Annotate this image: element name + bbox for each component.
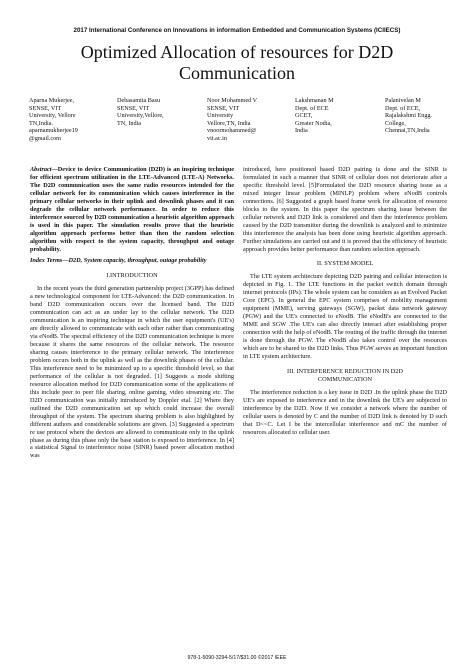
conference-header: 2017 International Conference on Innovations in information Embedded and Communication Systems (ICIIECS): [73, 27, 401, 34]
author-line: TN, India: [117, 119, 142, 127]
right-column: [243, 166, 447, 437]
author-line: Debasamita Basu: [117, 97, 161, 104]
author-email: vnoormohammed@: [207, 127, 257, 135]
author-line: SENSE, VIT: [29, 104, 62, 112]
author-line: India: [295, 127, 308, 135]
index-terms-text: —D2D, System capacity, throughput, outage probability: [62, 257, 207, 265]
paper-title: [0, 42, 474, 84]
author-line: Aparna Mukerjee,: [29, 97, 75, 104]
paper-title-line2: Communication: [179, 63, 295, 83]
author-1: [29, 97, 78, 143]
author-line: University: [207, 112, 234, 120]
paper-title-line1: Optimized Allocation of resources for D2D: [80, 42, 394, 62]
left-column: [30, 166, 234, 460]
section-heading-introduction: I.INTRODUCTION: [106, 272, 158, 280]
author-line: Greater Nodia,: [295, 119, 332, 127]
author-line: Palanivelan M: [385, 97, 421, 104]
author-4: [295, 97, 334, 135]
system-model-paragraph: The LTE system architecture depicting D2D pairing and cellular interaction is depicted in Fig. 1. The LTE functions in the packet switch domain through internet protocols (IPs). The whole system can be considers as an Evolved Packet Core (EPC). In general the EPC system comprises of mobility management equipment (MME), serving gateways (SGW), packet data network gateway (PGW) and the UE's connected to eNodB. The eNodB's are connected to the MME and SGW .The UE's can also directly interact after establishing proper connection with the help of eNodB. The routing of the traffic through the internet is done through the PGW. The eNodB also takes control over the resources which are to be shared to the D2D links. Thus PGW serves an important function in LTE system architecture.: [243, 273, 447, 360]
author-email: @gmail.com: [29, 134, 61, 142]
author-line: Chennai,TN,India: [385, 127, 430, 135]
author-email: aparnamukherjee19: [29, 127, 78, 135]
section-heading-line1: III. INTERFERENCE REDUCTION IN D2D: [287, 367, 403, 375]
author-3: [207, 97, 257, 143]
author-line: University, Vellore: [29, 112, 76, 120]
author-line: SENSE, VIT: [117, 104, 150, 112]
abstract: [30, 166, 234, 253]
author-line: Dept. of ECE,: [385, 104, 421, 112]
index-terms-heading: Index Terms: [30, 257, 63, 265]
author-line: Vellore,TN, India: [207, 119, 251, 127]
author-line: College,: [385, 119, 406, 127]
abstract-text: —Device to device Communication (D2D) is an inspiring technique for efficient spectrum utilization in the LTE-Advanced (LTE-A) Networks. The D2D communication uses the same radio resources intended for the cellular network for its communication which causes interference in the primary cellular networks in their uplink and downlink phases and it can degrade the cellular network performance. In order to reduce this interference sourced by D2D communication a heuristic algorithm approach is used in this paper. The simulation results prove that the heuristic algorithm approach performs better than then the random selection algorithm with respect to the system capacity, throughput and outage probability.: [30, 166, 234, 253]
author-line: Lakshmanan M: [295, 97, 334, 104]
interference-paragraph: The interference reduction is a key issue in D2D .In the uplink phase the D2D UE's are exposed to interference and in the downlink the UE's are subjected to interference by the D2D. Now if we consider a network where the number of cellular users is denoted by C and the number of D2D link is denoted by D such that D<<C. Let I be the intercellular interference and mC the number of resources allocated to cellular user.: [243, 388, 447, 436]
author-line: GCET,: [295, 112, 313, 120]
section-heading-interference-reduction: [243, 368, 447, 384]
introduction-continued-paragraph: introduced, here positioned based D2D pairing is done and the SINR is formulated in such a manner that SINR of cellular does not deteriorate after a specific threshold level. [5]Formulated the D2D resource sharing issue as a mixed integer linear problem (MINLP) problem where eNodB controls connections. [6] Suggested a graph based frame work for allocation of resource blocks to the system. In this paper the spectrum sharing issue between the cellular network and D2D link is considered and then the interference problem caused by the D2D transmitter during the downlink is analyzed and to minimize this interference the analysis has been done using heuristic algorithm approach. Further simulations are carried out and it is proved that the efficiency of heuristic approach provides better performance than random selection approach.: [243, 166, 447, 253]
author-line: Rajalakshmi Engg.: [385, 112, 433, 120]
author-line: Noor Mohammed V: [207, 97, 258, 104]
section-heading-line2: COMMUNICATION: [317, 375, 373, 383]
page-footer: 978-1-5090-3294-5/17/$31.00 ©2017 IEEE: [187, 655, 287, 661]
section-heading-system-model: II. SYSTEM MODEL: [316, 260, 374, 268]
author-block: [29, 97, 449, 153]
author-2: [117, 97, 164, 127]
introduction-paragraph: In the recent years the third generation partnership project (3GPP) has defined a new technological component for LTE-Advanced: the D2D communication. In band D2D communication occurs over the licensed band. The D2D communication can act as an under lay to the cellular network. The D2D communication is an inspiring technique in which the user equipment's (UE's) are directly allowed to communicate with each other rather than communicating via eNodB. The spectral efficiency of the D2D communication technique is more because it shares the same resources of the cellular network. The resource sharing causes interference to the primary cellular network. The interference problem occurs both in the uplink as well as the downlink phases of the cellular. This interference need to be minimized up to a specific threshold level, so that performance of the cellular is not degraded. [1] Suggests a mode shifting resource allocation method for D2D communication some of the applications of this include peer to peer file sharing, online gaming, video streaming etc. The D2D communication was initially introduced by Doppler etal. [2] Where they outlined the D2D communication set up which could increase the overall throughput of the system. The spectrum sharing problem is also highlighted by different authors and considerable solutions are given. [3] Suggested a spectrum re use protocol where the devices are allowed to communicate only in the uplink phase as during this phase only the base station is exposed to interference. In [4] a statistical Signal to interference noise (SINR) based power allocation method was: [30, 285, 234, 460]
abstract-heading: Abstract: [30, 166, 52, 173]
author-line: SENSE, VIT: [207, 104, 240, 112]
author-line: TN,India.: [29, 119, 54, 127]
author-5: [385, 97, 432, 135]
index-terms: [30, 257, 234, 265]
author-line: University,Vellore,: [117, 112, 164, 120]
author-line: Dept. of ECE: [295, 104, 329, 112]
author-email: vit.ac.in: [207, 134, 227, 142]
